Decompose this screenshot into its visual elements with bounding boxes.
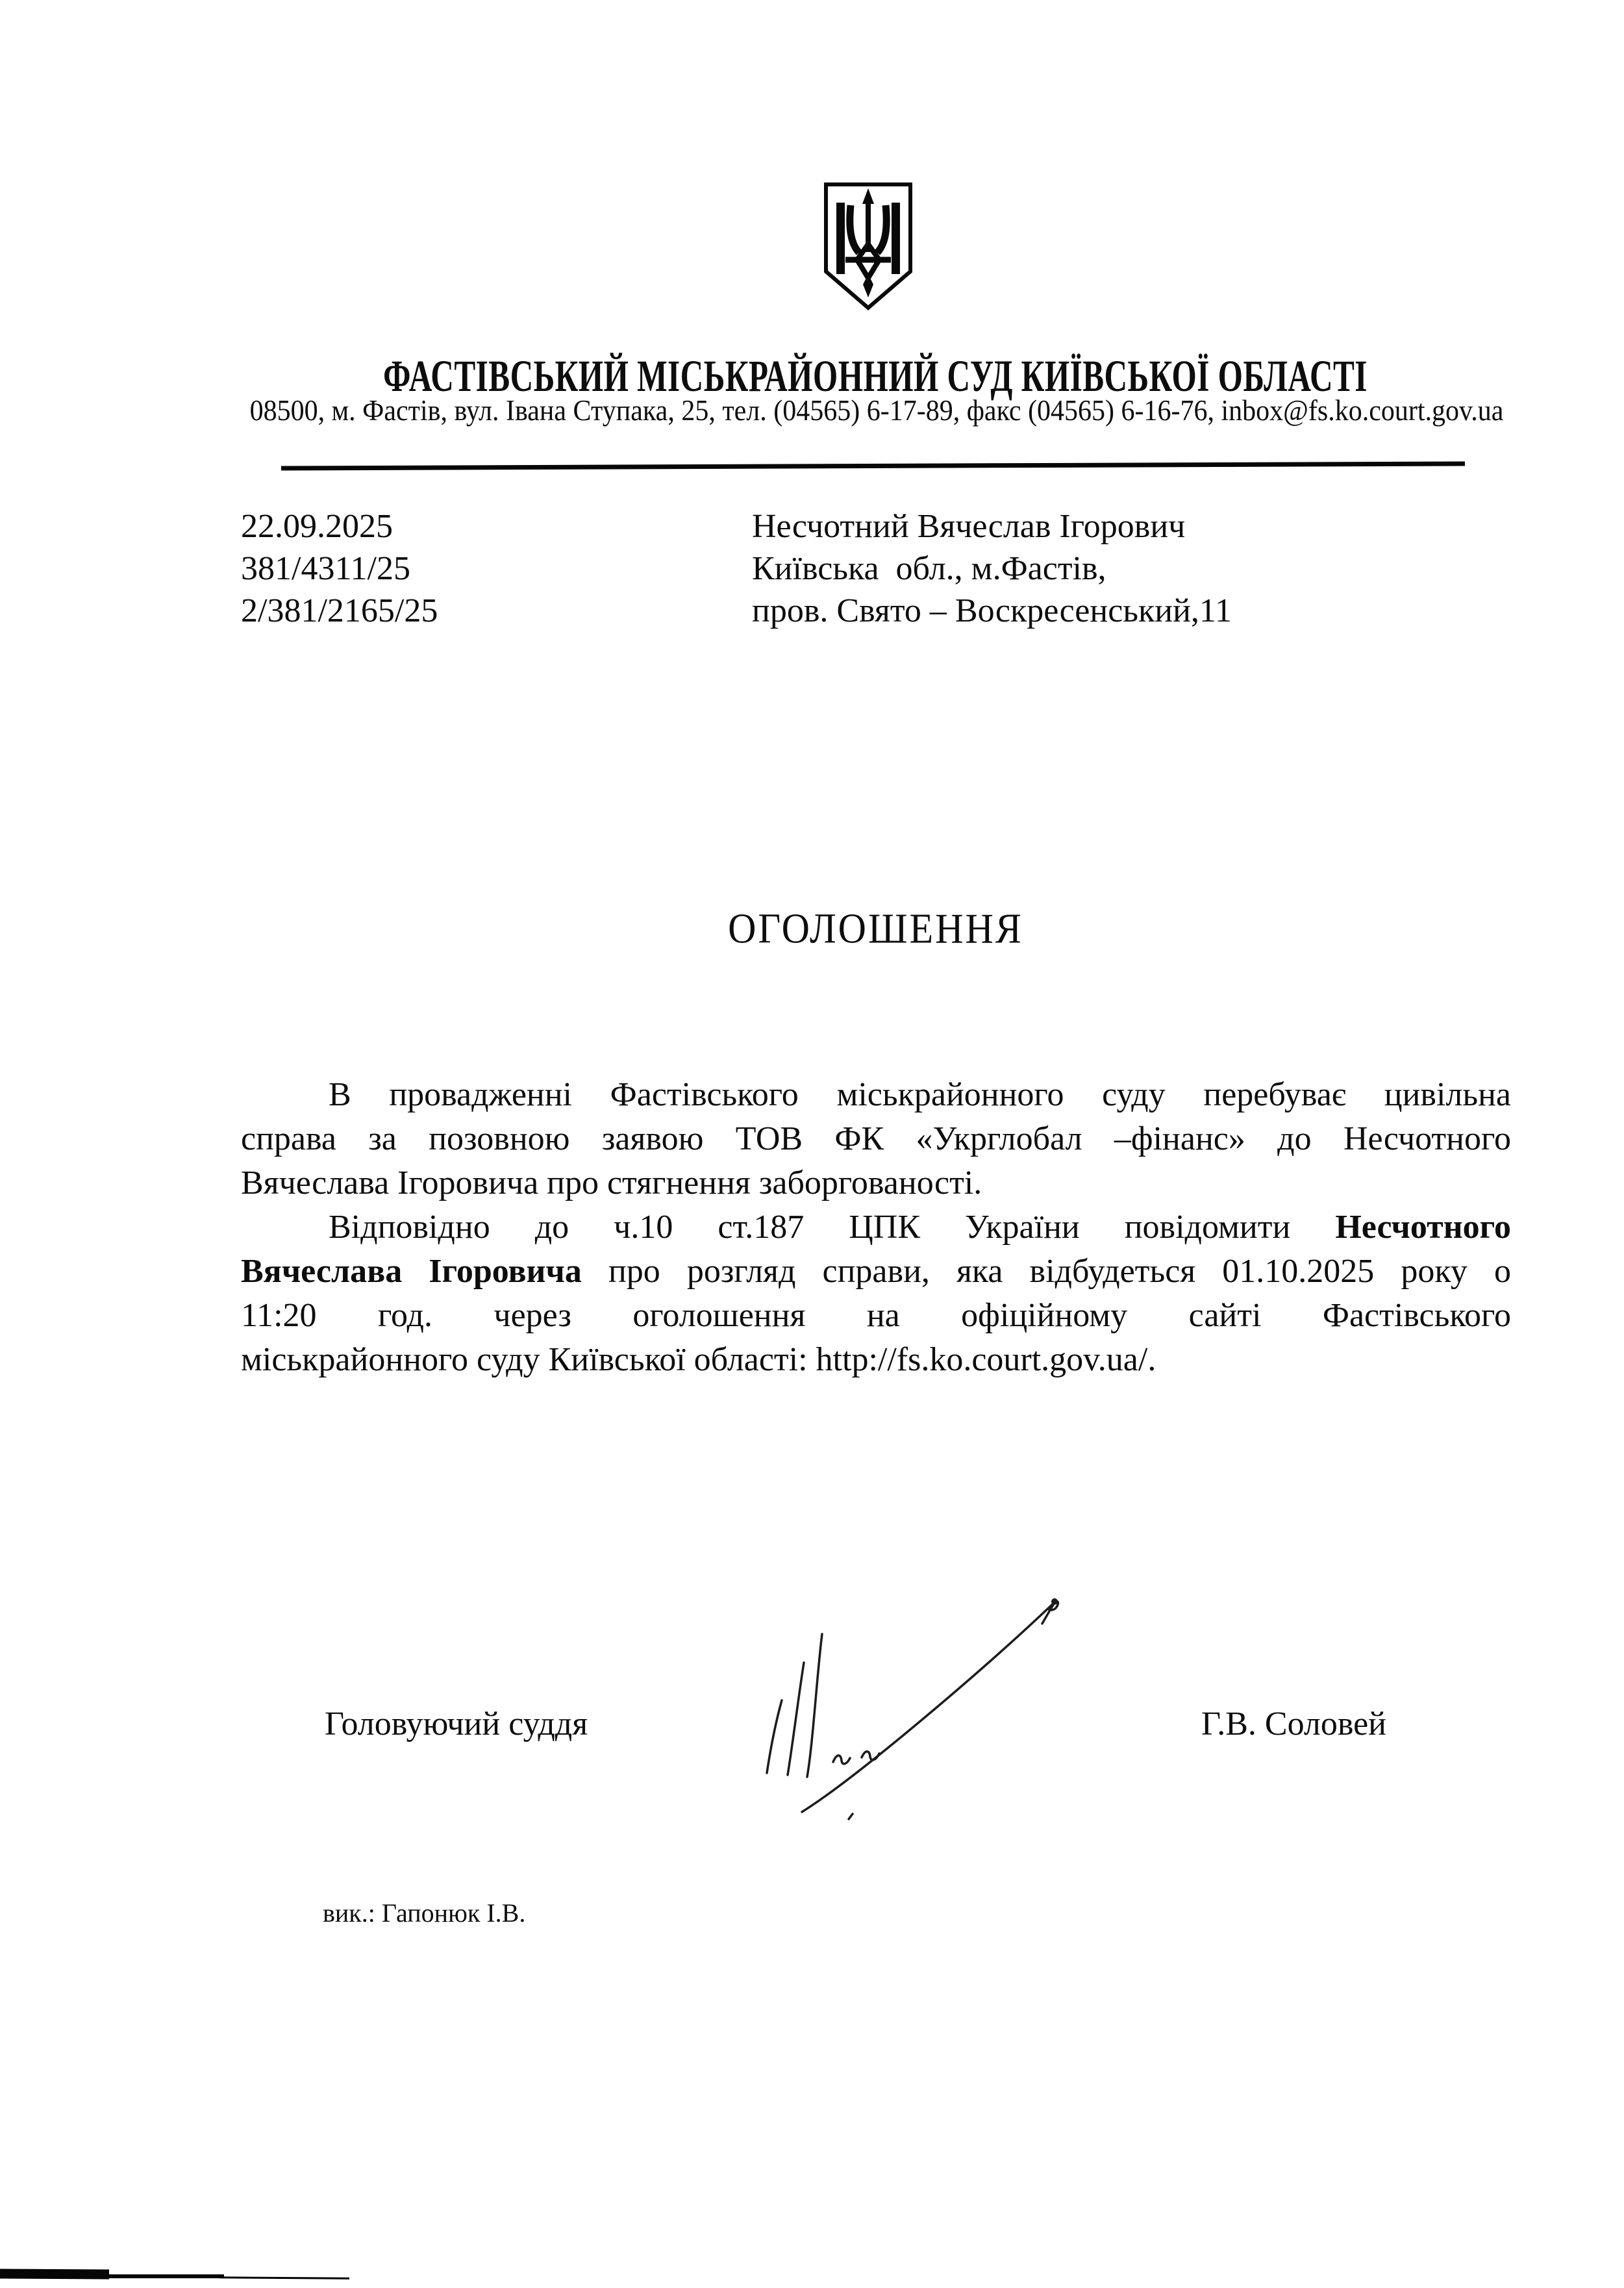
judge-name: Г.В. Соловей	[1201, 1705, 1386, 1742]
addressee-block	[752, 505, 1232, 632]
paragraph2-line1-bold: Несчотного	[1335, 1209, 1511, 1246]
paragraph2-line4: міськрайонного суду Київської області: http://fs.ko.court.gov.ua/.	[241, 1341, 1156, 1378]
paragraph2-line2-bold: Вячеслава Ігоровича	[241, 1253, 582, 1290]
paragraph2-line2	[241, 1250, 1511, 1294]
paragraph1-line1: В провадженні Фастівського міськрайонного суду перебуває цивільна	[329, 1076, 1511, 1113]
scan-artifact-line	[104, 2274, 224, 2278]
paragraph2-line2-normal: про розгляд справи, яка відбудеться 01.10.2025 року о	[608, 1253, 1512, 1290]
paragraph2-line1-normal: Відповідно до ч.10 ст.187 ЦПК України повідомити	[329, 1209, 1291, 1246]
handwritten-signature	[705, 1590, 1068, 1820]
document-title: ОГОЛОШЕННЯ	[728, 905, 1023, 952]
scan-artifact-line	[0, 2269, 109, 2280]
header-divider-rule	[281, 462, 1465, 471]
scan-artifact-line	[219, 2276, 349, 2279]
addressee-name: Несчотний Вячеслав Ігорович	[752, 508, 1186, 545]
paragraph1-line3: Вячеслава Ігоровича про стягнення заборгованості.	[241, 1164, 982, 1201]
reference-block	[241, 505, 438, 632]
addressee-address-line1: Київська обл., м.Фастів,	[752, 550, 1106, 587]
court-address-line: 08500, м. Фастів, вул. Івана Ступака, 25, тел. (04565) 6-17-89, факс (04565) 6-16-76, inbox@fs.ko.court.gov.ua	[249, 395, 1504, 427]
paragraph2-line3: 11:20 год. через оголошення на офіційному сайті Фастівського	[241, 1297, 1511, 1334]
proceeding-number: 2/381/2165/25	[241, 592, 438, 629]
executor-line: вик.: Гапонюк І.В.	[323, 1898, 526, 1928]
court-name-heading: ФАСТІВСЬКИЙ МІСЬКРАЙОННИЙ СУД КИЇВСЬКОЇ ОБЛАСТІ	[383, 352, 1368, 401]
judge-role-label: Головуючий суддя	[325, 1705, 588, 1742]
document-date: 22.09.2025	[241, 508, 393, 545]
addressee-address-line2: пров. Свято – Воскресенський,11	[752, 592, 1232, 629]
body-text	[241, 1073, 1511, 1382]
paragraph2-line1	[241, 1205, 1511, 1250]
ukraine-trident-emblem-icon	[819, 179, 917, 314]
case-number: 381/4311/25	[241, 550, 410, 587]
paragraph1-line2: справа за позовною заявою ТОВ ФК «Укрглобал –фінанс» до Несчотного	[241, 1120, 1511, 1157]
